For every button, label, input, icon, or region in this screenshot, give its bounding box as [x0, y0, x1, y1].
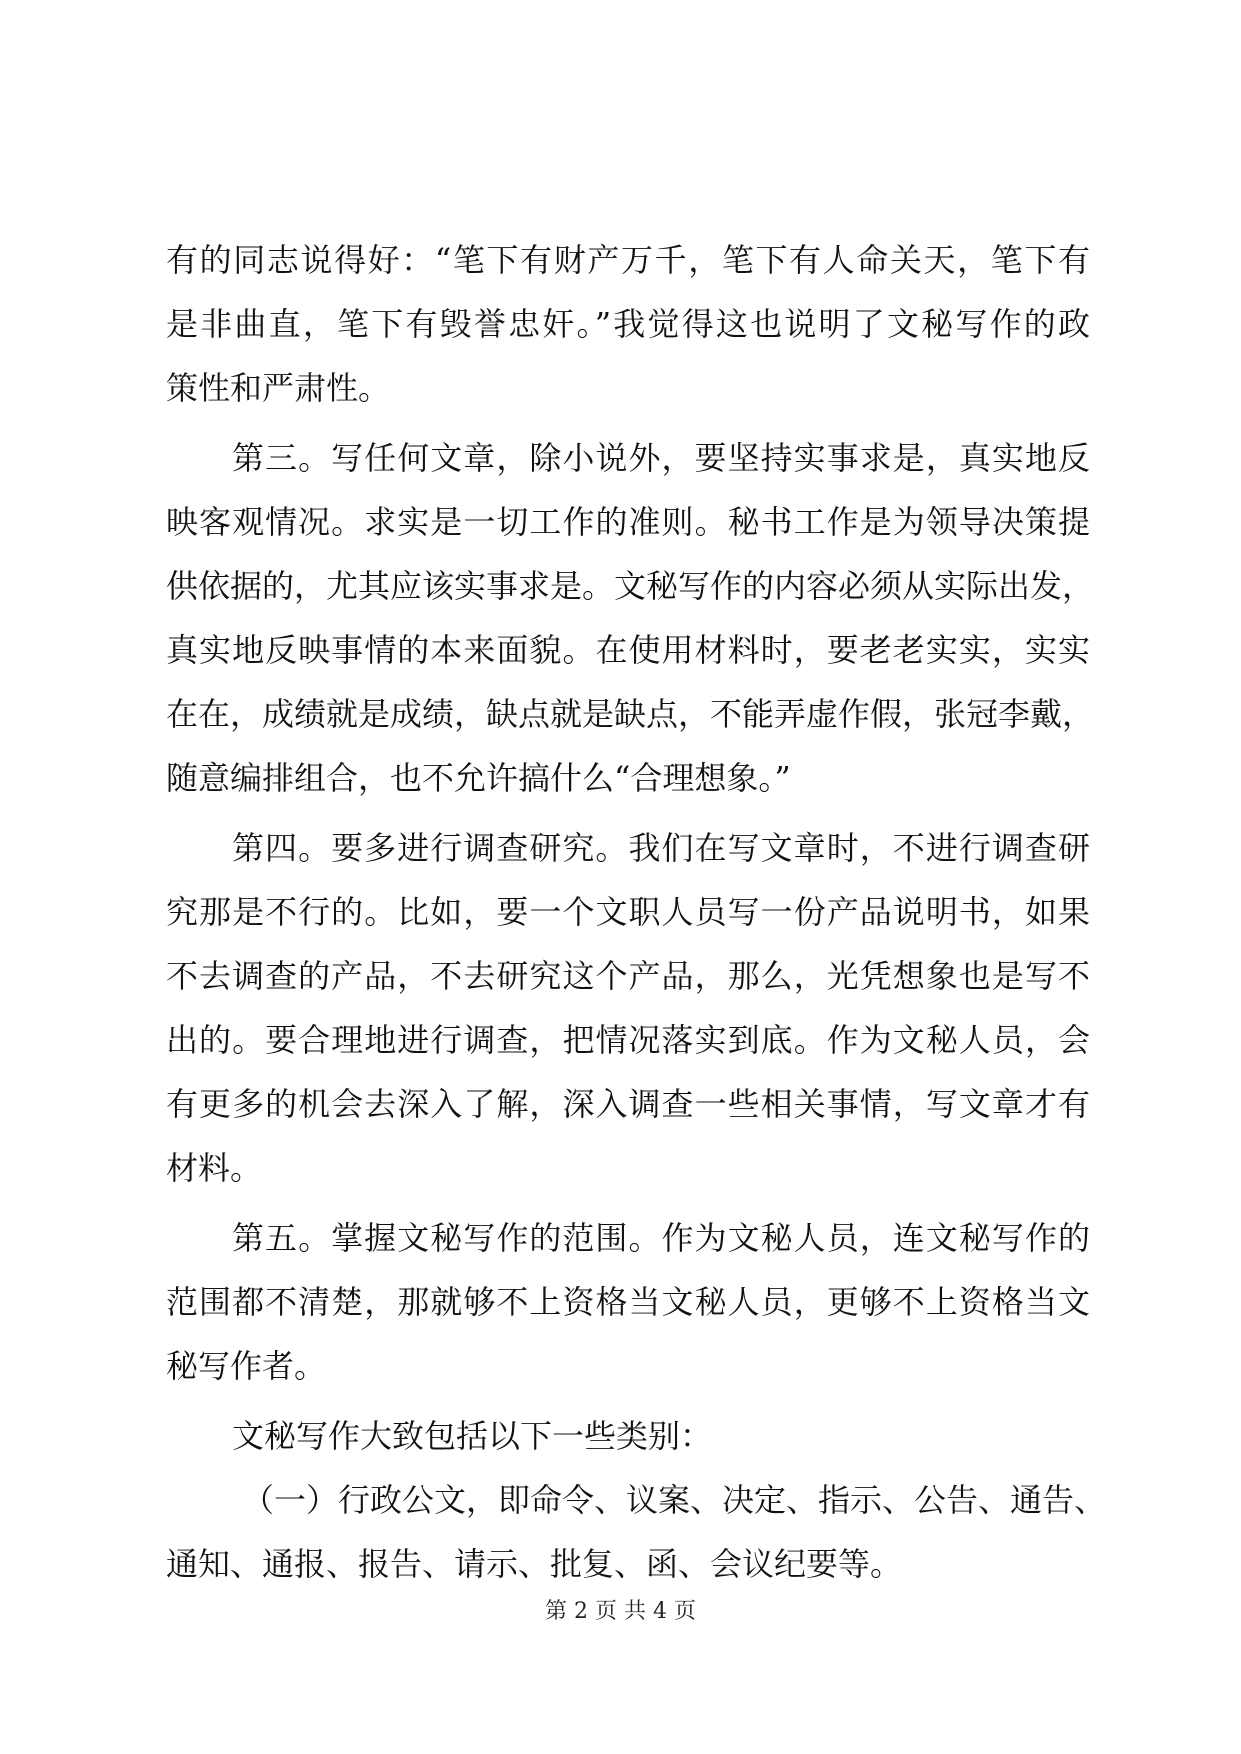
paragraph	[166, 228, 1090, 420]
text-line: 真实地反映事情的本来面貌。在使用材料时，要老老实实，实实	[166, 631, 1090, 669]
text-line: 有更多的机会去深入了解，深入调查一些相关事情，写文章才有	[166, 1085, 1090, 1123]
text-line: 文秘写作大致包括以下一些类别：	[232, 1417, 713, 1455]
page-number-footer: 第 2 页 共 4 页	[545, 1599, 696, 1624]
text-line: 映客观情况。求实是一切工作的准则。秘书工作是为领导决策提	[166, 503, 1090, 541]
document-body	[166, 228, 1107, 1596]
text-line: 究那是不行的。比如，要一个文职人员写一份产品说明书，如果	[166, 893, 1090, 931]
text-line: 策性和严肃性。	[166, 369, 391, 407]
text-line: 在在，成绩就是成绩，缺点就是缺点，不能弄虚作假，张冠李戴，	[166, 695, 1095, 733]
text-line: 有的同志说得好：“笔下有财产万千，笔下有人命关天，笔下有	[166, 241, 1090, 279]
text-line: 出的。要合理地进行调查，把情况落实到底。作为文秘人员，会	[166, 1021, 1090, 1059]
text-line: 供依据的，尤其应该实事求是。文秘写作的内容必须从实际出发，	[166, 567, 1095, 605]
text-line: 范围都不清楚，那就够不上资格当文秘人员，更够不上资格当文	[166, 1283, 1090, 1321]
paragraph	[166, 426, 1095, 810]
text-line: 秘写作者。	[166, 1347, 327, 1385]
paragraph	[166, 1404, 1090, 1468]
text-line: 不去调查的产品，不去研究这个产品，那么，光凭想象也是写不	[166, 957, 1090, 995]
text-line: 是非曲直，笔下有毁誉忠奸。”我觉得这也说明了文秘写作的政	[166, 305, 1090, 343]
text-line: 第三。写任何文章，除小说外，要坚持实事求是，真实地反	[232, 439, 1090, 477]
paragraph	[166, 1468, 1107, 1596]
text-line: 通知、通报、报告、请示、批复、函、会议纪要等。	[166, 1545, 903, 1583]
text-line: 材料。	[166, 1149, 263, 1187]
text-line: 第四。要多进行调查研究。我们在写文章时，不进行调查研	[232, 829, 1090, 867]
text-line: 随意编排组合，也不允许搞什么“合理想象。”	[166, 759, 791, 797]
paragraph	[166, 816, 1090, 1200]
text-line: （一）行政公文，即命令、议案、决定、指示、公告、通告、	[242, 1481, 1107, 1519]
paragraph	[166, 1206, 1090, 1398]
text-line: 第五。掌握文秘写作的范围。作为文秘人员，连文秘写作的	[232, 1219, 1090, 1257]
